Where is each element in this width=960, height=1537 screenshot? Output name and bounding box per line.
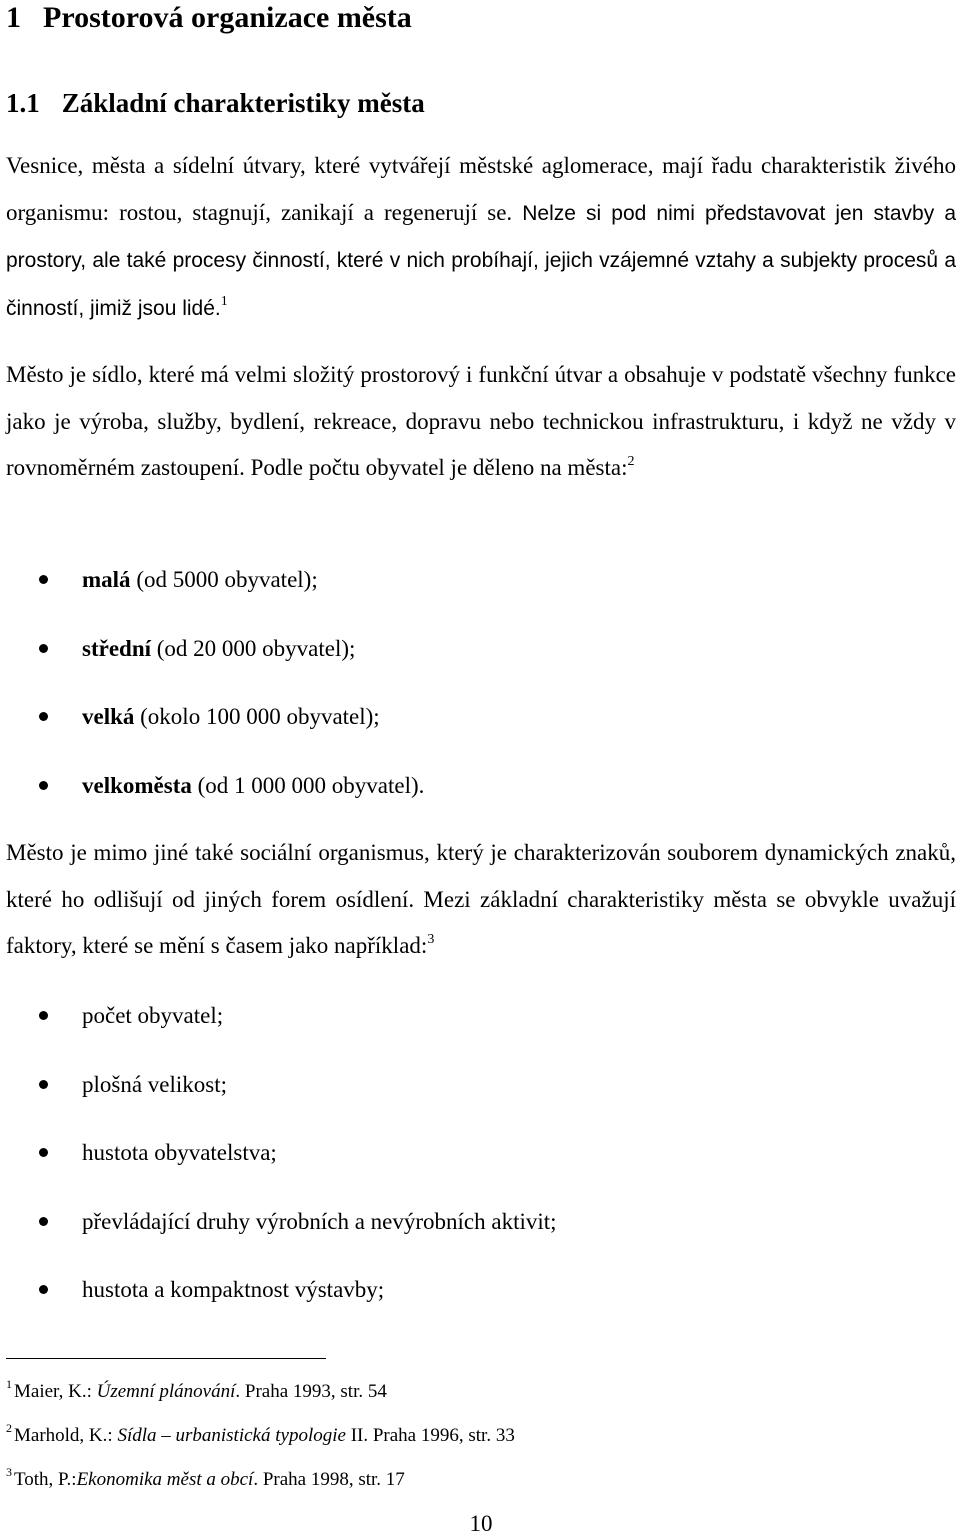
bullet-icon [39,1080,48,1089]
chapter-number: 1 [6,1,21,34]
section-title: Základní charakteristiky města [61,88,425,118]
chapter-heading [6,0,412,36]
bullet-icon [39,1148,48,1157]
list-item [6,1070,557,1139]
paragraph-intro-sans: Nelze si pod nimi představovat jen stavby a prostory, ale také procesy činností, které v nich probíhají, jejich vzájemné vztahy a subjekty procesů a činností, jimiž jsou lidé. [6,201,957,320]
footnote-number: 3 [6,1465,12,1479]
bullet-icon [39,781,48,790]
footnote-item [6,1414,515,1458]
bullet-icon [39,1217,48,1226]
section-heading [6,86,425,120]
city-factor-list [6,1001,557,1344]
list-item-desc: (od 5000 obyvatel); [130,567,318,592]
footnote-title: Ekonomika měst a obcí [76,1469,254,1490]
list-item-desc: (od 20 000 obyvatel); [151,635,356,661]
footnote-ref-1[interactable]: 1 [220,293,228,309]
list-item-term: střední [82,635,151,661]
footnote-rest: . Praha 1993, str. 54 [235,1381,387,1402]
bullet-icon [39,1011,48,1020]
footnote-ref-3[interactable]: 3 [427,932,435,947]
paragraph-social-organism-text: Město je mimo jiné také sociální organismus, který je charakterizován souborem dynamických znaků, které ho odlišují od jiných forem osídlení. Mezi základní charakteristiky města se obvykle uvažují faktory, které se mění s časem jako například: [6,840,956,958]
list-item-text: počet obyvatel; [82,1003,224,1028]
list-item-term: velkoměsta [82,772,192,798]
footnote-author: Marhold, K.: [14,1425,118,1446]
list-item-desc: (okolo 100 000 obyvatel); [134,704,380,729]
list-item [6,1138,557,1207]
list-item [6,1275,557,1344]
footnote-number: 2 [6,1421,12,1435]
footnote-divider [6,1358,326,1359]
footnote-number: 1 [6,1377,12,1391]
list-item-term: malá [82,567,131,592]
list-item-text: plošná velikost; [82,1071,228,1097]
footnote-ref-2[interactable]: 2 [627,454,635,469]
paragraph-intro [6,143,956,332]
list-item-term: velká [82,704,135,729]
city-size-list [6,565,424,839]
footnote-rest: II. Praha 1996, str. 33 [345,1425,515,1446]
list-item [6,1001,557,1070]
list-item [6,1207,557,1276]
footnote-title: Územní plánování [96,1381,236,1402]
list-item-text: hustota a kompaktnost výstavby; [82,1277,385,1302]
footnote-rest: . Praha 1998, str. 17 [253,1469,405,1490]
list-item [6,634,424,703]
chapter-title: Prostorová organizace města [43,1,412,34]
paragraph-city-definition-text: Město je sídlo, které má velmi složitý prostorový i funkční útvar a obsahuje v podstatě všechny funkce jako je výroba, služby, bydlení, rekreace, dopravu nebo technickou infrastrukturu, i když ne vždy v rovnoměrném zastoupení. Podle počtu obyvatel je děleno na města: [6,362,956,480]
bullet-icon [39,712,48,721]
paragraph-social-organism [6,830,956,970]
bullet-icon [39,644,48,653]
list-item [6,565,424,634]
footnote-title: Sídla – urbanistická typologie [117,1425,346,1446]
footnote-author: Toth, P.: [14,1469,77,1490]
footnote-item [6,1458,515,1502]
list-item [6,771,424,840]
bullet-icon [39,575,48,584]
page-number: 10 [469,1511,493,1536]
footnote-item [6,1370,515,1414]
section-number: 1.1 [6,88,40,118]
footnote-author: Maier, K.: [14,1381,97,1402]
footnotes [6,1370,515,1502]
paragraph-intro-serif: Vesnice, města a sídelní útvary, které vytvářejí městské aglomerace, mají řadu charakteristik živého organismu: rostou, stagnují, zanikají a regenerují se. [6,153,956,225]
paragraph-city-definition [6,352,956,492]
list-item-text: hustota obyvatelstva; [82,1140,277,1165]
list-item-desc: (od 1 000 000 obyvatel). [191,772,425,798]
list-item-text: převládající druhy výrobních a nevýrobních aktivit; [82,1208,557,1234]
bullet-icon [39,1285,48,1294]
list-item [6,702,424,771]
